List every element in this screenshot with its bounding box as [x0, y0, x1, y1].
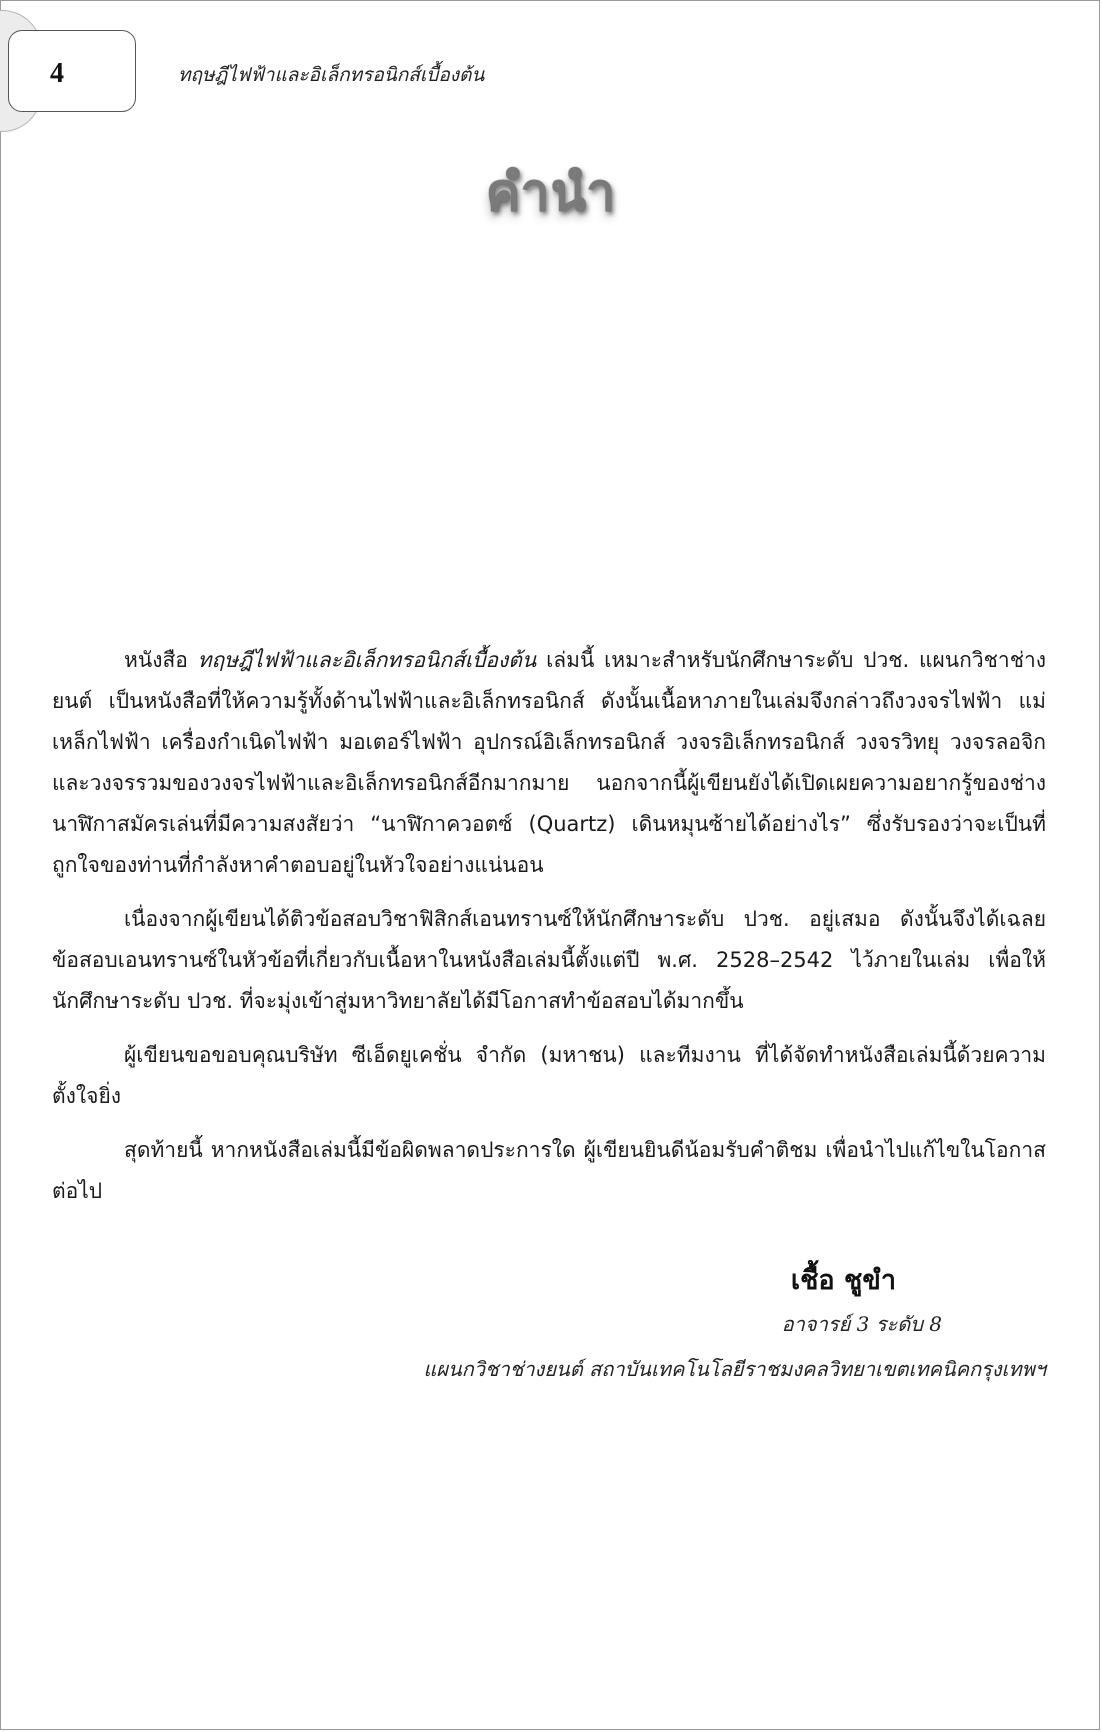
page-number-tab — [8, 30, 136, 112]
running-head-title: ทฤษฎีไฟฟ้าและอิเล็กทรอนิกส์เบื้องต้น — [178, 64, 485, 86]
paragraph-text: เนื่องจากผู้เขียนได้ติวข้อสอบวิชาฟิสิกส์เอนทรานซ์ให้นักศึกษาระดับ ปวช. อยู่เสมอ ดังนั้นจึงได้เฉลยข้อสอบเอนทรานซ์ในหัวข้อที่เกี่ยวกับเนื้อหาในหนังสือเล่มนี้ตั้งแต่ปี พ.ศ. 2528–2542 ไว้ภายในเล่ม เพื่อให้นักศึกษาระดับ ปวช. ที่จะมุ่งเข้าสู่มหาวิทยาลัยได้มีโอกาสทำข้อสอบได้มากขึ้น — [52, 907, 1046, 1013]
paragraph-lead: หนังสือ — [124, 648, 198, 672]
author-name: เชื้อ ชูขำ — [790, 1265, 896, 1296]
preface-body — [52, 640, 1046, 1225]
author-title: อาจารย์ 3 ระดับ 8 — [781, 1312, 942, 1336]
paragraph-1 — [52, 640, 1046, 886]
paragraph-4 — [52, 1130, 1046, 1212]
paragraph-text: เล่มนี้ เหมาะสำหรับนักศึกษาระดับ ปวช. แผนกวิชาช่างยนต์ เป็นหนังสือที่ให้ความรู้ทั้งด้านไฟฟ้าและอิเล็กทรอนิกส์ ดังนั้นเนื้อหาภายในเล่มจึงกล่าวถึงวงจรไฟฟ้า แม่เหล็กไฟฟ้า เครื่องกำเนิดไฟฟ้า มอเตอร์ไฟฟ้า อุปกรณ์อิเล็กทรอนิกส์ วงจรอิเล็กทรอนิกส์ วงจรวิทยุ วงจรลอจิก และวงจรรวมของวงจรไฟฟ้าและอิเล็กทรอนิกส์อีกมากมาย นอกจากนี้ผู้เขียนยังได้เปิดเผยความอยากรู้ของช่างนาฬิกาสมัครเล่นที่มีความสงสัยว่า “นาฬิกาควอตซ์ (Quartz) เดินหมุนซ้ายได้อย่างไร” ซึ่งรับรองว่าจะเป็นที่ถูกใจของท่านที่กำลังหาคำตอบอยู่ในหัวใจอย่างแน่นอน — [52, 648, 1046, 877]
page-number: 4 — [50, 58, 64, 89]
book-title-emphasis: ทฤษฎีไฟฟ้าและอิเล็กทรอนิกส์เบื้องต้น — [197, 648, 537, 672]
paragraph-text: สุดท้ายนี้ หากหนังสือเล่มนี้มีข้อผิดพลาดประการใด ผู้เขียนยินดีน้อมรับคำติชม เพื่อนำไปแก้ไขในโอกาสต่อไป — [52, 1138, 1046, 1203]
page-title: คำนำ — [485, 163, 617, 223]
paragraph-text: ผู้เขียนขอขอบคุณบริษัท ซีเอ็ดยูเคชั่น จำกัด (มหาชน) และทีมงาน ที่ได้จัดทำหนังสือเล่มนี้ด้วยความตั้งใจยิ่ง — [52, 1043, 1046, 1108]
paragraph-2 — [52, 899, 1046, 1022]
paragraph-3 — [52, 1035, 1046, 1117]
author-affiliation: แผนกวิชาช่างยนต์ สถาบันเทคโนโลยีราชมงคลวิทยาเขตเทคนิคกรุงเทพฯ — [423, 1357, 1046, 1381]
